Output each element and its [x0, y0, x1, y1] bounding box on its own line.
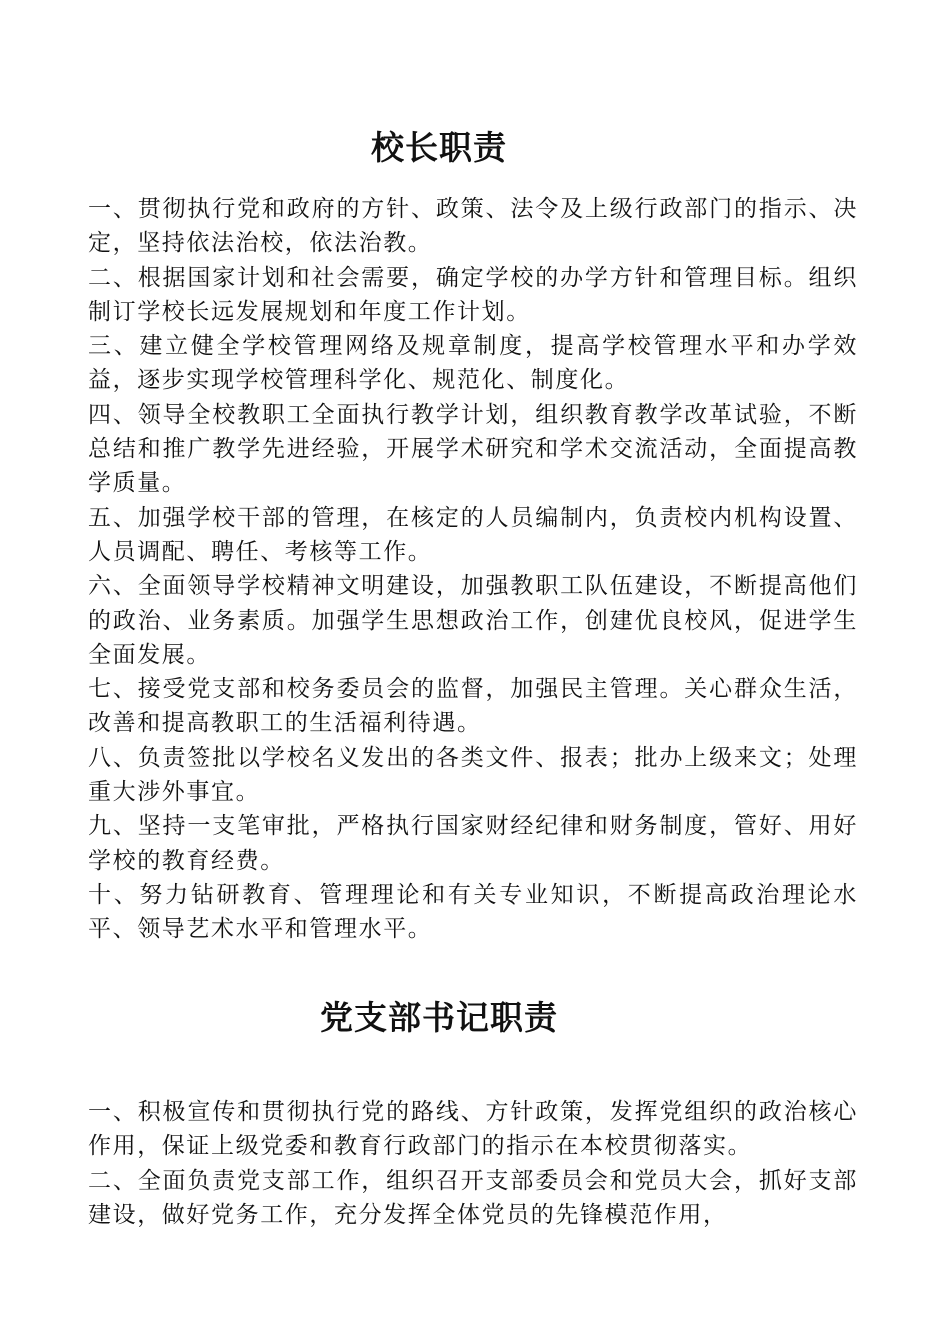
list-item: 六、全面领导学校精神文明建设，加强教职工队伍建设，不断提高他们的政治、业务素质。加强学生思想政治工作，创建优良校风，促进学生全面发展。	[88, 573, 858, 668]
list-item: 七、接受党支部和校务委员会的监督，加强民主管理。关心群众生活，改善和提高教职工的生活福利待遇。	[88, 676, 858, 737]
principal-duties-list	[88, 192, 858, 947]
list-item: 一、积极宣传和贯彻执行党的路线、方针政策，发挥党组织的政治核心作用，保证上级党委和教育行政部门的指示在本校贯彻落实。	[88, 1099, 858, 1160]
list-item: 八、负责签批以学校名义发出的各类文件、报表；批办上级来文；处理重大涉外事宜。	[88, 744, 858, 806]
list-item: 十、努力钻研教育、管理理论和有关专业知识，不断提高政治理论水平、领导艺术水平和管理水平。	[88, 881, 858, 943]
party-secretary-duties-list	[88, 1095, 858, 1232]
list-item: 四、领导全校教职工全面执行教学计划，组织教育教学改革试验，不断总结和推广教学先进经验，开展学术研究和学术交流活动，全面提高教学质量。	[88, 401, 858, 497]
list-item: 九、坚持一支笔审批，严格执行国家财经纪律和财务制度，管好、用好学校的教育经费。	[88, 813, 858, 874]
list-item: 二、根据国家计划和社会需要，确定学校的办学方针和管理目标。组织制订学校长远发展规划和年度工作计划。	[88, 264, 858, 325]
list-item: 一、贯彻执行党和政府的方针、政策、法令及上级行政部门的指示、决定，坚持依法治校，依法治教。	[88, 196, 858, 257]
list-item: 五、加强学校干部的管理，在核定的人员编制内，负责校内机构设置、人员调配、聘任、考核等工作。	[88, 504, 858, 565]
principal-duties-title: 校长职责	[371, 128, 507, 167]
list-item: 三、建立健全学校管理网络及规章制度，提高学校管理水平和办学效益，逐步实现学校管理科学化、规范化、制度化。	[88, 333, 858, 394]
party-secretary-duties-title: 党支部书记职责	[320, 998, 558, 1037]
list-item: 二、全面负责党支部工作，组织召开支部委员会和党员大会，抓好支部建设，做好党务工作，充分发挥全体党员的先锋模范作用，	[88, 1167, 858, 1228]
